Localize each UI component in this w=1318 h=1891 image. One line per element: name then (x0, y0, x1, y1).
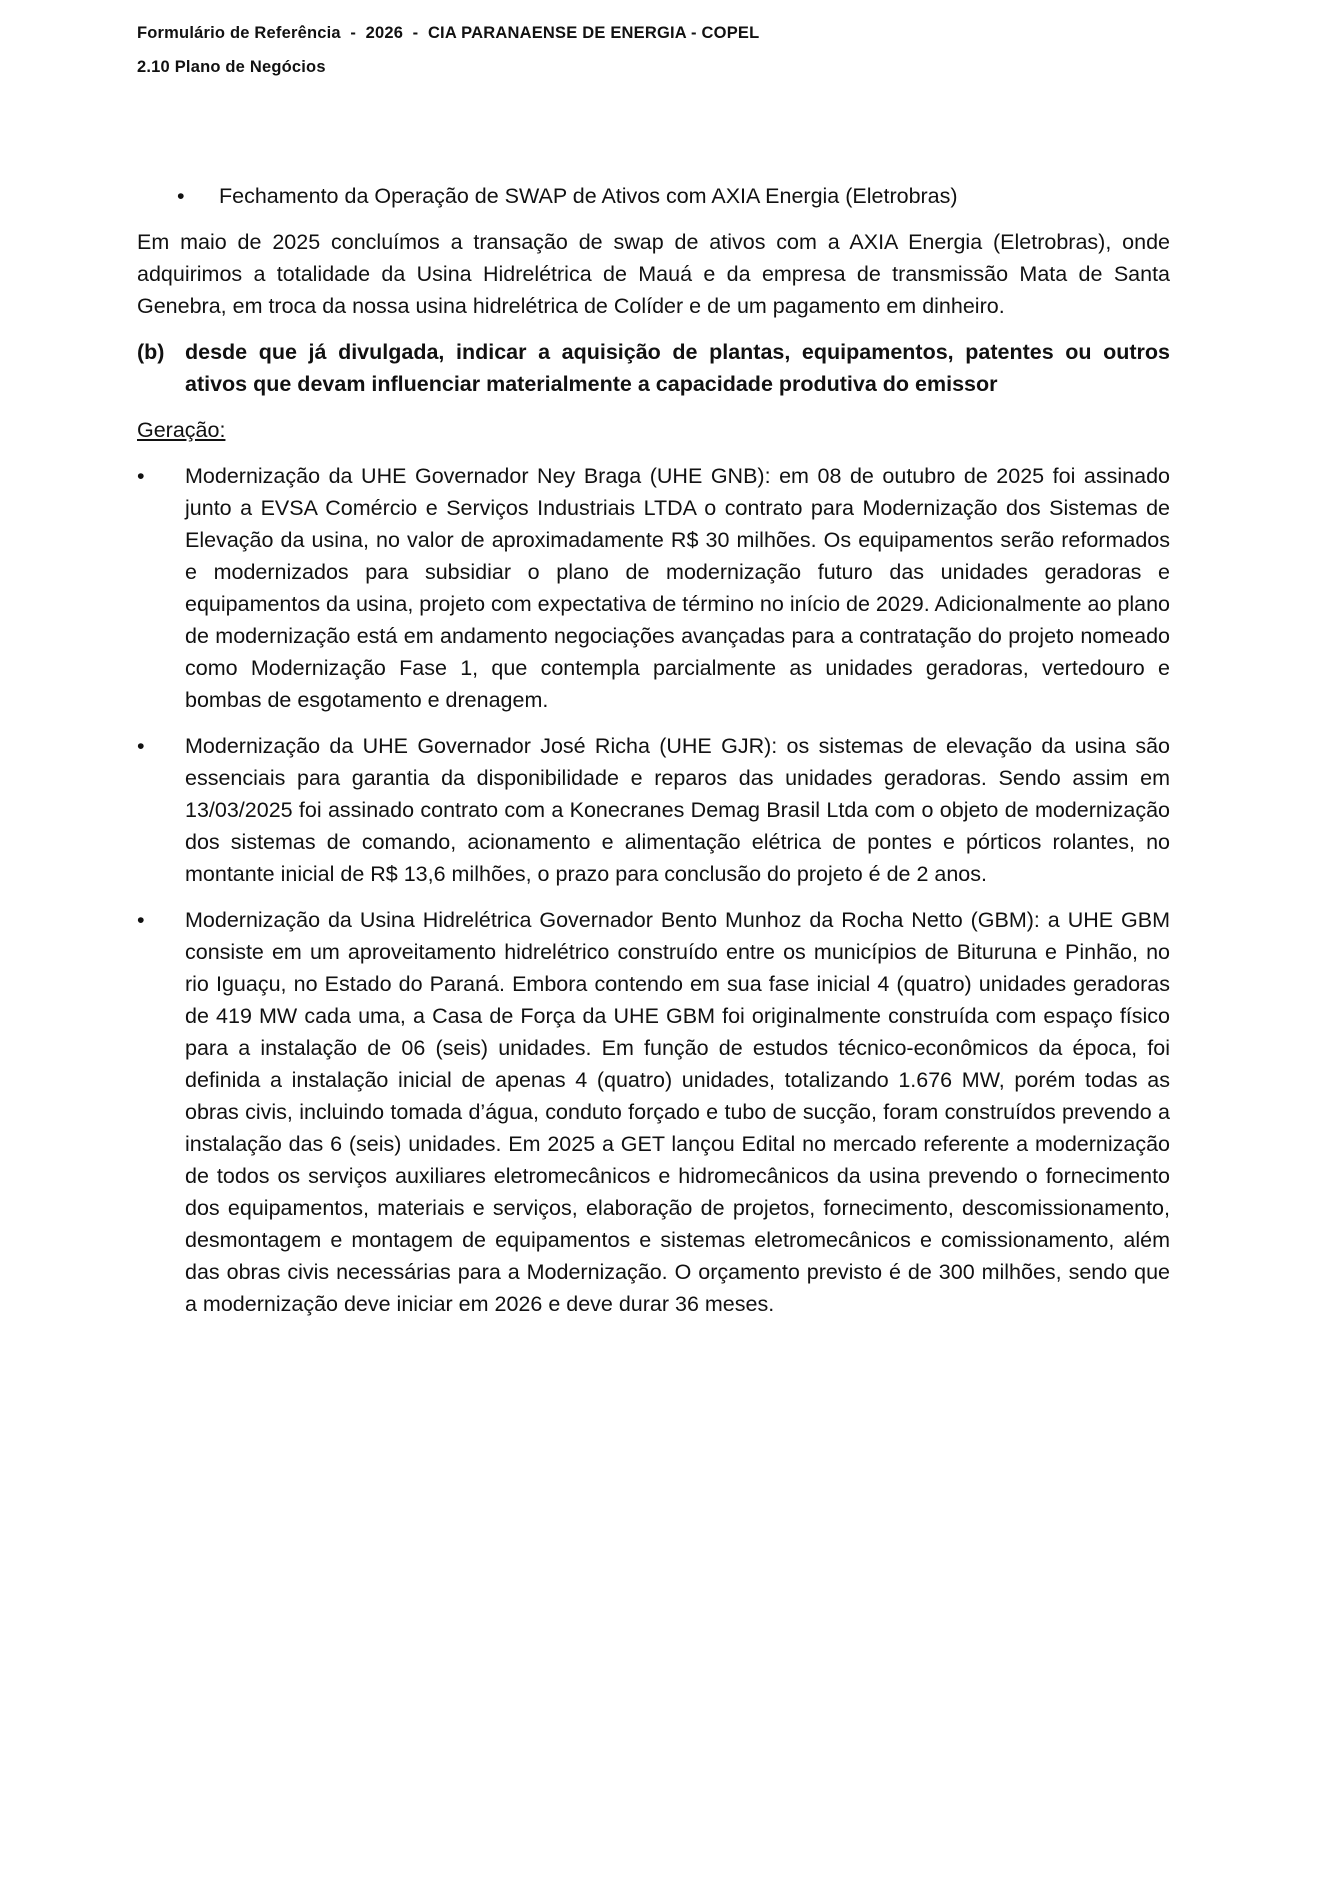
section-b-text: desde que já divulgada, indicar a aquisição de plantas, equipamentos, patentes ou outros ativos que devam influenciar materialmente a capacidade produtiva do emissor (185, 340, 1170, 396)
list-item-text: Modernização da UHE Governador José Richa (UHE GJR): os sistemas de elevação da usina são essenciais para garantia da disponibilidade e reparos das unidades geradoras. Sendo assim em 13/03/2025 foi assinado contrato com a Konecranes Demag Brasil Ltda com o objeto de modernização dos sistemas de comando, acionamento e alimentação elétrica de pontes e pórticos rolantes, no montante inicial de R$ 13,6 milhões, o prazo para conclusão do projeto é de 2 anos. (185, 734, 1170, 886)
list-item-text: Modernização da UHE Governador Ney Braga (UHE GNB): em 08 de outubro de 2025 foi assinado junto a EVSA Comércio e Serviços Industriais LTDA o contrato para Modernização dos Sistemas de Elevação da usina, no valor de aproximadamente R$ 30 milhões. Os equipamentos serão reformados e modernizados para subsidiar o plano de modernização futuro das unidades geradoras e equipamentos da usina, projeto com expectativa de término no início de 2029. Adicionalmente ao plano de modernização está em andamento negociações avançadas para a contratação do projeto nomeado como Modernização Fase 1, que contempla parcialmente as unidades geradoras, vertedouro e bombas de esgotamento e drenagem. (185, 464, 1170, 712)
swap-bullet-item (137, 180, 1170, 212)
list-item-gjr (137, 730, 1170, 890)
bullet-marker: • (137, 734, 145, 758)
section-title: 2.10 Plano de Negócios (137, 58, 326, 76)
list-item-gnb (137, 460, 1170, 716)
list-item-gbm (137, 904, 1170, 1320)
bullet-marker: • (177, 184, 185, 208)
geracao-heading: Geração: (137, 418, 226, 442)
section-b-heading (137, 336, 1170, 400)
page-header (137, 16, 759, 84)
document-body (137, 180, 1170, 1334)
document-title: Formulário de Referência - 2026 - CIA PARANAENSE DE ENERGIA - COPEL (137, 24, 760, 42)
bullet-marker: • (137, 908, 145, 932)
swap-bullet-text: Fechamento da Operação de SWAP de Ativos com AXIA Energia (Eletrobras) (219, 184, 958, 208)
section-b-label: (b) (137, 340, 165, 364)
swap-paragraph: Em maio de 2025 concluímos a transação de swap de ativos com a AXIA Energia (Eletrobras), onde adquirimos a totalidade da Usina Hidrelétrica de Mauá e da empresa de transmissão Mata de Santa Genebra, em troca da nossa usina hidrelétrica de Colíder e de um pagamento em dinheiro. (137, 230, 1170, 318)
list-item-text: Modernização da Usina Hidrelétrica Governador Bento Munhoz da Rocha Netto (GBM): a UHE GBM consiste em um aproveitamento hidrelétrico construído entre os municípios de Bituruna e Pinhão, no rio Iguaçu, no Estado do Paraná. Embora contendo em sua fase inicial 4 (quatro) unidades geradoras de 419 MW cada uma, a Casa de Força da UHE GBM foi originalmente construída com espaço físico para a instalação de 06 (seis) unidades. Em função de estudos técnico-econômicos da época, foi definida a instalação inicial de apenas 4 (quatro) unidades, totalizando 1.676 MW, porém todas as obras civis, incluindo tomada d’água, conduto forçado e tubo de sucção, foram construídos prevendo a instalação das 6 (seis) unidades. Em 2025 a GET lançou Edital no mercado referente a modernização de todos os serviços auxiliares eletromecânicos e hidromecânicos da usina prevendo o fornecimento dos equipamentos, materiais e serviços, elaboração de projetos, fornecimento, descomissionamento, desmontagem e montagem de equipamentos e sistemas eletromecânicos e comissionamento, além das obras civis necessárias para a Modernização. O orçamento previsto é de 300 milhões, sendo que a modernização deve iniciar em 2026 e deve durar 36 meses. (185, 908, 1170, 1316)
bullet-marker: • (137, 464, 145, 488)
